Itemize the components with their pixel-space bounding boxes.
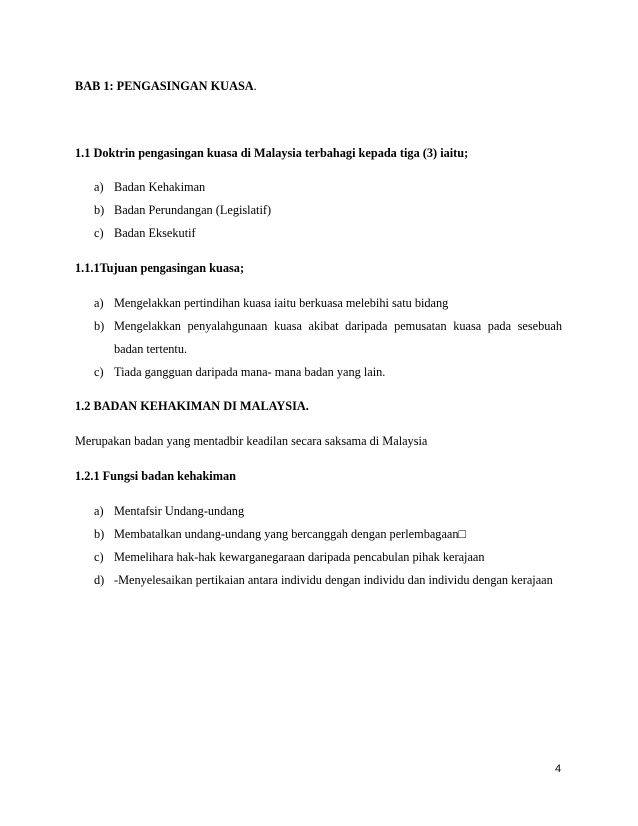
list-text: Badan Kehakiman	[114, 180, 206, 194]
list-marker: b)	[94, 319, 105, 333]
list-text: Membatalkan undang-undang yang bercanggah dengan perlembagaan□	[114, 527, 466, 541]
list-marker: b)	[94, 527, 105, 541]
page-number: 4	[555, 763, 562, 775]
chapter-title	[75, 79, 257, 94]
list-marker: c)	[94, 550, 104, 564]
list-marker: a)	[94, 504, 104, 518]
list-text: Mentafsir Undang-undang	[114, 504, 245, 518]
section-heading-1-2: 1.2 BADAN KEHAKIMAN DI MALAYSIA.	[75, 399, 309, 413]
list-marker: d)	[94, 573, 105, 587]
list-text: Badan Perundangan (Legislatif)	[114, 203, 272, 217]
list-marker: a)	[94, 296, 104, 310]
list-marker: a)	[94, 180, 104, 194]
list-text: Mengelakkan pertindihan kuasa iaitu berkuasa melebihi satu bidang	[114, 296, 449, 310]
paragraph: Merupakan badan yang mentadbir keadilan secara saksama di Malaysia	[75, 434, 428, 448]
chapter-title-text: BAB 1: PENGASINGAN KUASA	[75, 79, 254, 93]
section-heading-1-1: 1.1 Doktrin pengasingan kuasa di Malaysia terbahagi kepada tiga (3) iaitu;	[75, 146, 469, 160]
list-text: Tiada gangguan daripada mana- mana badan yang lain.	[114, 365, 386, 379]
chapter-title-dot: .	[253, 79, 257, 93]
section-heading-1-1-1: 1.1.1Tujuan pengasingan kuasa;	[75, 261, 245, 275]
list-text-justified: Mengelakkan penyalahgunaan kuasa akibat daripada pemusatan kuasa pada sesebuah	[114, 319, 562, 333]
section-heading-1-2-1: 1.2.1 Fungsi badan kehakiman	[75, 469, 236, 483]
list-text: Memelihara hak-hak kewarganegaraan daripada pencabulan pihak kerajaan	[114, 550, 485, 564]
list-text: -Menyelesaikan pertikaian antara individu dengan individu dan individu dengan kerajaan	[114, 573, 553, 587]
list-text: Badan Eksekutif	[114, 226, 196, 240]
list-marker: c)	[94, 226, 104, 240]
list-text-continuation: badan tertentu.	[114, 342, 188, 356]
list-marker: b)	[94, 203, 105, 217]
list-marker: c)	[94, 365, 104, 379]
